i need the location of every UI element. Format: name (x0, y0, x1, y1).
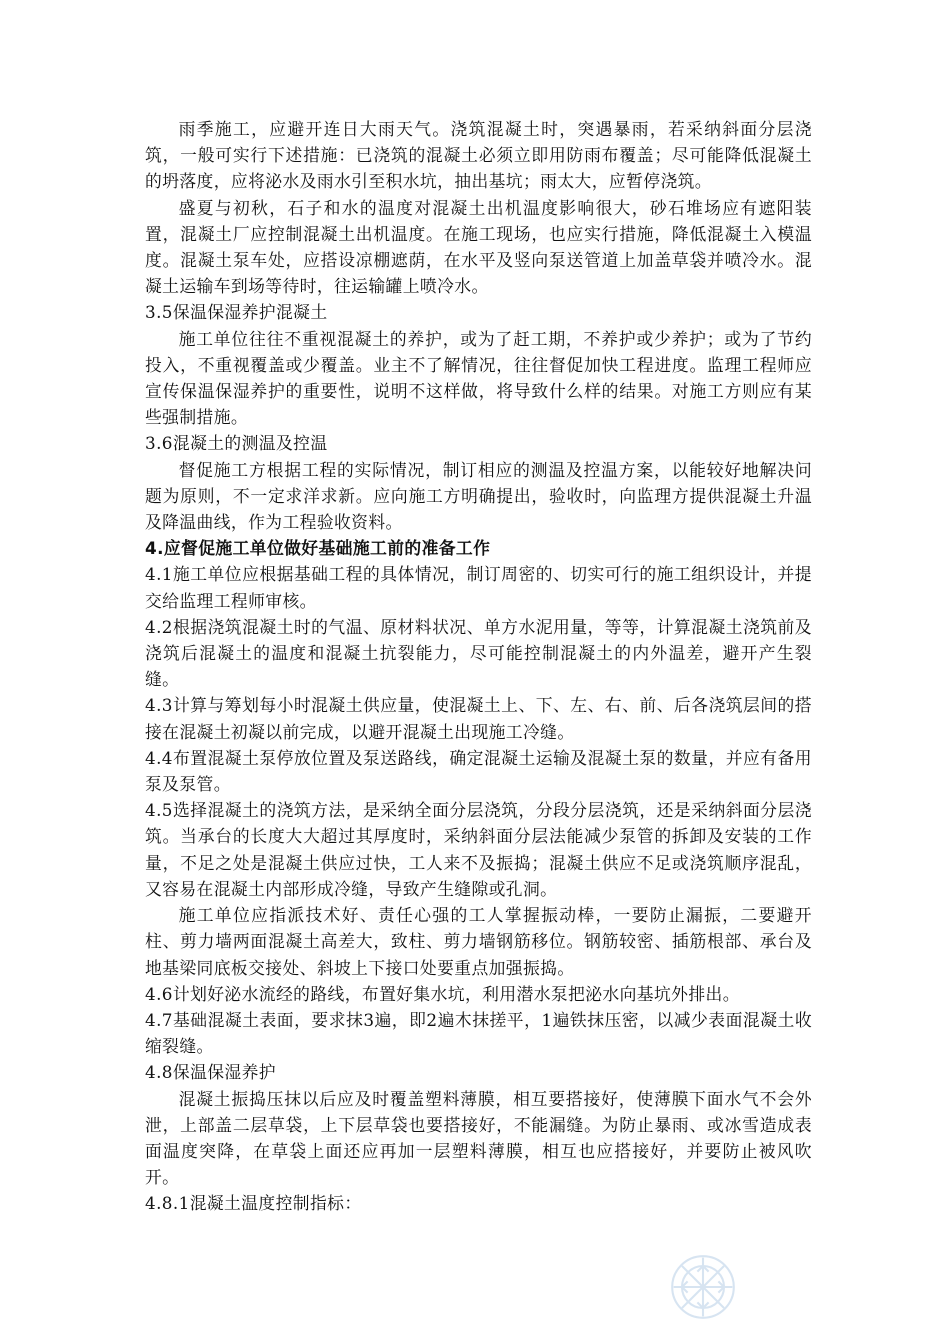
list-item: 4.1施工单位应根据基础工程的具体情况，制订周密的、切实可行的施工组织设计，并提交给监理工程师审核。 (145, 564, 812, 611)
paragraph: 盛夏与初秋，石子和水的温度对混凝土出机温度影响很大，砂石堆场应有遮阳装置，混凝土厂应控制混凝土出机温度。在施工现场，也应实行措施，降低混凝土入模温度。混凝土泵车处，应搭设凉棚遮荫，在水平及竖向泵送管道上加盖草袋并喷冷水。混凝土运输车到场等待时，往运输罐上喷冷水。 (145, 197, 812, 297)
paragraph: 混凝土振捣压抹以后应及时覆盖塑料薄膜，相互要搭接好，使薄膜下面水气不会外泄，上部盖二层草袋，上下层草袋也要搭接好，不能漏缝。为防止暴雨、或冰雪造成表面温度突降，在草袋上面还应再加一层塑料薄膜，相互也应搭接好，并要防止被风吹开。 (145, 1088, 812, 1188)
document-body (145, 116, 812, 1217)
list-item: 4.7基础混凝土表面，要求抹3遍，即2遍木抹搓平，1遍铁抹压密，以减少表面混凝土收缩裂缝。 (145, 1009, 812, 1057)
list-item: 4.6计划好泌水流经的路线，布置好集水坑，利用潜水泵把泌水向基坑外排出。 (145, 983, 740, 1004)
list-item: 4.2根据浇筑混凝土时的气温、原材料状况、单方水泥用量，等等，计算混凝土浇筑前及浇筑后混凝土的温度和混凝土抗裂能力，尽可能控制混凝土的内外温差，避开产生裂缝。 (145, 616, 812, 690)
paragraph: 雨季施工，应避开连日大雨天气。浇筑混凝土时，突遇暴雨，若采纳斜面分层浇筑，一般可实行下述措施：已浇筑的混凝土必须立即用防雨布覆盖；尽可能降低混凝土的坍落度，应将泌水及雨水引至积水坑，抽出基坑；雨太大，应暂停浇筑。 (145, 119, 812, 192)
paragraph: 施工单位应指派技术好、责任心强的工人掌握振动棒，一要防止漏振，二要避开柱、剪力墙两面混凝土高差大，致柱、剪力墙钢筋移位。钢筋较密、插筋根部、承台及地基梁同底板交接处、斜坡上下接口处要重点加强振捣。 (145, 905, 812, 978)
paragraph: 施工单位往往不重视混凝土的养护，或为了赶工期，不养护或少养护；或为了节约投入，不重视覆盖或少覆盖。业主不了解情况，往往督促加快工程进度。监理工程师应宣传保温保湿养护的重要性，说明不这样做，将导致什么样的结果。对施工方则应有某些强制措施。 (145, 328, 812, 428)
section-heading: 4.8保温保湿养护 (145, 1062, 276, 1083)
snowflake-logo-icon (668, 1252, 738, 1322)
list-item: 4.3计算与筹划每小时混凝土供应量，使混凝土上、下、左、右、前、后各浇筑层间的搭接在混凝土初凝以前完成，以避开混凝土出现施工冷缝。 (145, 695, 812, 742)
section-heading: 3.5保温保湿养护混凝土 (145, 302, 328, 323)
chapter-heading: 4.应督促施工单位做好基础施工前的准备工作 (145, 538, 491, 559)
section-heading: 4.8.1混凝土温度控制指标： (145, 1193, 362, 1214)
list-item: 4.4布置混凝土泵停放位置及泵送路线，确定混凝土运输及混凝土泵的数量，并应有备用泵及泵管。 (145, 747, 812, 795)
section-heading: 3.6混凝土的测温及控温 (145, 433, 328, 454)
list-item: 4.5选择混凝土的浇筑方法，是采纳全面分层浇筑，分段分层浇筑，还是采纳斜面分层浇筑。当承台的长度大大超过其厚度时，采纳斜面分层法能减少泵管的拆卸及安装的工作量，不足之处是混凝土供应过快，工人来不及振捣；混凝土供应不足或浇筑顺序混乱，又容易在混凝土内部形成冷缝，导致产生缝隙或孔洞。 (145, 800, 812, 899)
paragraph: 督促施工方根据工程的实际情况，制订相应的测温及控温方案，以能较好地解决问题为原则，不一定求洋求新。应向施工方明确提出，验收时，向监理方提供混凝土升温及降温曲线，作为工程验收资料。 (145, 459, 812, 533)
